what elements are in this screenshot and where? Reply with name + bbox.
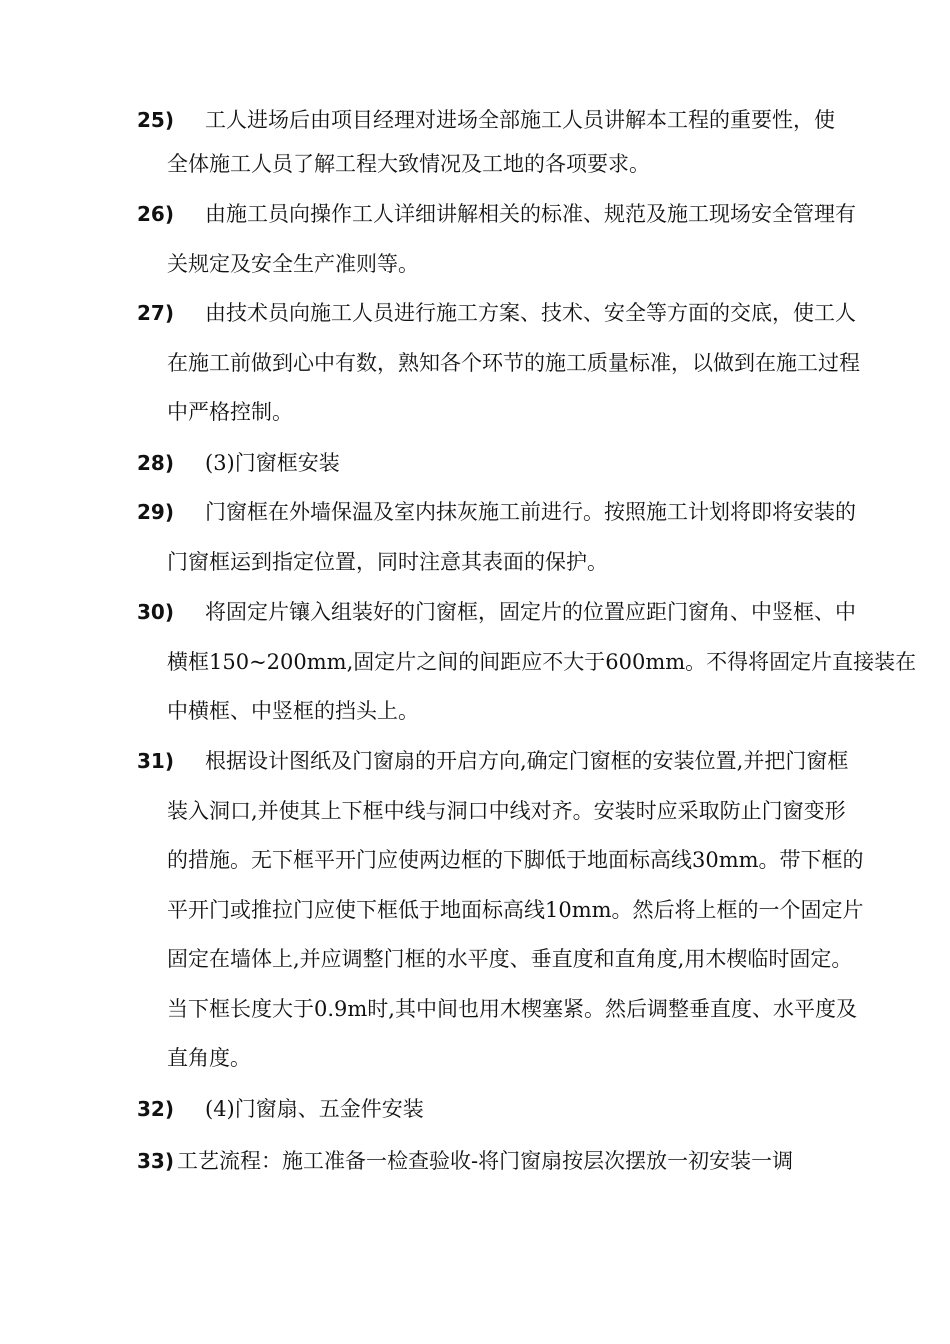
- item-number: 25): [137, 108, 174, 132]
- item-text-line: 中横框、中竖框的挡头上。: [167, 699, 419, 723]
- item-number: 32): [137, 1097, 174, 1121]
- item-text-line: 工艺流程：施工准备一检查验收-将门窗扇按层次摆放一初安装一调: [177, 1149, 794, 1173]
- item-text-line: 当下框长度大于0.9m时,其中间也用木楔塞紧。然后调整垂直度、水平度及: [167, 997, 857, 1021]
- item-text-line: 装入洞口,并使其上下框中线与洞口中线对齐。安装时应采取防止门窗变形: [167, 799, 846, 823]
- item-number: 26): [137, 202, 174, 226]
- item-number: 29): [137, 500, 174, 524]
- item-number: 30): [137, 600, 174, 624]
- item-text-line: 关规定及安全生产准则等。: [167, 252, 419, 276]
- item-text-line: (4)门窗扇、五金件安装: [205, 1097, 424, 1121]
- item-text-line: 将固定片镶入组装好的门窗框，固定片的位置应距门窗角、中竖框、中: [205, 600, 856, 624]
- item-text-line: 平开门或推拉门应使下框低于地面标高线10mm。然后将上框的一个固定片: [167, 898, 864, 922]
- item-text-line: 门窗框运到指定位置，同时注意其表面的保护。: [167, 550, 608, 574]
- item-number: 33): [137, 1149, 174, 1173]
- item-text-line: 横框150~200mm,固定片之间的间距应不大于600mm。不得将固定片直接装在: [167, 650, 917, 674]
- item-text-line: (3)门窗框安装: [205, 451, 340, 475]
- item-number: 31): [137, 749, 174, 773]
- item-text-line: 固定在墙体上,并应调整门框的水平度、垂直度和直角度,用木楔临时固定。: [167, 947, 853, 971]
- item-text-line: 直角度。: [167, 1046, 251, 1070]
- item-text-line: 工人进场后由项目经理对进场全部施工人员讲解本工程的重要性，使: [205, 108, 835, 132]
- item-text-line: 由技术员向施工人员进行施工方案、技术、安全等方面的交底，使工人: [205, 301, 856, 325]
- item-number: 28): [137, 451, 174, 475]
- item-text-line: 根据设计图纸及门窗扇的开启方向,确定门窗框的安装位置,并把门窗框: [205, 749, 849, 773]
- item-text-line: 在施工前做到心中有数，熟知各个环节的施工质量标准，以做到在施工过程: [167, 351, 860, 375]
- item-number: 27): [137, 301, 174, 325]
- item-text-line: 的措施。无下框平开门应使两边框的下脚低于地面标高线30mm。带下框的: [167, 848, 864, 872]
- item-text-line: 由施工员向操作工人详细讲解相关的标准、规范及施工现场安全管理有: [205, 202, 856, 226]
- item-text-line: 中严格控制。: [167, 400, 293, 424]
- item-text-line: 门窗框在外墙保温及室内抹灰施工前进行。按照施工计划将即将安装的: [205, 500, 856, 524]
- item-text-line: 全体施工人员了解工程大致情况及工地的各项要求。: [167, 152, 650, 176]
